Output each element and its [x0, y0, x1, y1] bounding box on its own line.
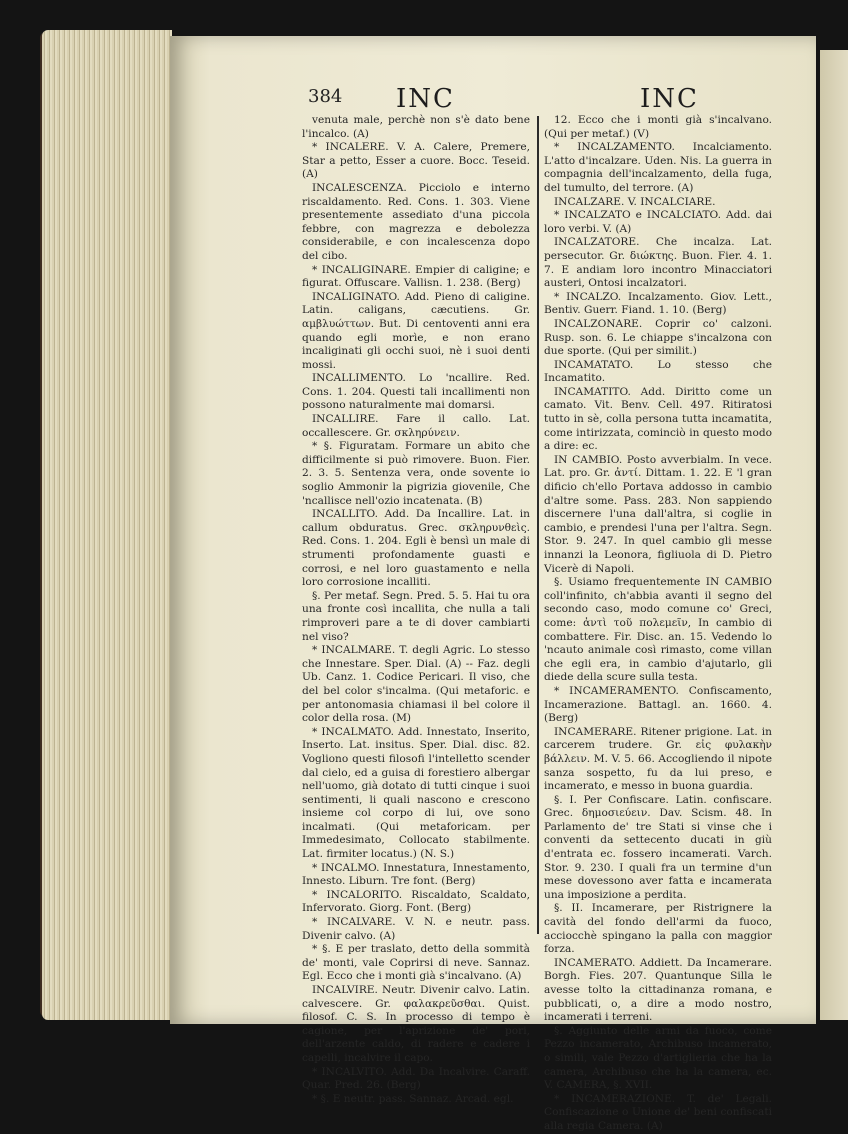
dictionary-entry: * INCALMATO. Add. Innestato, Inserito, Inserto. Lat. insitus. Sper. Dial. disc. 82. Vogliono questi filosofi l'intelletto scender dal cielo, ed a guisa di forestiero albergar nell'uomo, già dotato di tutti cinque i suoi sentimenti, li quali nascono e crescono insieme col corpo di lui, ove sono incalmati. (Qui metaforicam. per Immedesimato, Collocato stabilmente. Lat. firmiter locatus.) (N. S.) [302, 725, 530, 861]
dictionary-entry: INCALZATORE. Che incalza. Lat. persecutor. Gr. διώκτης. Buon. Fier. 4. 1. 7. E andiam loro incontro Minacciatori austeri, Ontosi incalzatori. [544, 236, 772, 290]
left-column [302, 114, 530, 1106]
dictionary-entry: INCALIGINATO. Add. Pieno di caligine. Latin. caligans, cæcutiens. Gr. αμβλυώττων. But. Di centoventi anni era quando egli morìe, e non erano incaliginati gli occhi suoi, nè i suoi denti mossi. [302, 290, 530, 371]
dictionary-entry: INCALZARE. V. INCALCIARE. [554, 195, 716, 208]
dictionary-entry: INCAMATITO. Add. Diritto come un camato. Vit. Benv. Cell. 497. Ritiratosi tutto in sè, colla persona tutta incamatita, come intirizzata, cominciò in questo modo a dire: ec. [544, 385, 772, 453]
dictionary-entry: * INCALVARE. V. N. e neutr. pass. Divenir calvo. (A) [302, 916, 530, 942]
dictionary-entry: INCALLIMENTO. Lo 'ncallire. Red. Cons. 1. 204. Questi tali incallimenti non possono naturalmente mai domarsi. [302, 372, 530, 412]
book-page-edges [42, 30, 172, 1020]
dictionary-entry: INCALVIRE. Neutr. Divenir calvo. Latin. calvescere. Gr. φαλακρεῦσθαι. Quist. filosof. C. S. In processo di tempo è cagione, per l'aprizione de' pori, dell'arzente caldo, di radere e cadere i capelli, incalvire il capo. [302, 984, 530, 1064]
page-number: 384 [308, 86, 343, 107]
right-column [544, 114, 772, 1134]
dictionary-entry: §. Usiamo frequentemente IN CAMBIO coll'infinito, ch'abbia avanti il segno del secondo caso, modo comune co' Greci, come: ἀντὶ τοῦ πολεμεῖν, In cambio di combattere. Fir. Disc. an. 15. Vedendo lo 'ncauto animale così rimasto, come villan che egli era, in cambio d'ajutarlo, gli diede della scure sulla testa. [544, 576, 772, 684]
dictionary-entry: * §. E per traslato, detto della sommità de' monti, vale Coprirsi di neve. Sannaz. Egl. Ecco che i monti già s'incalvano. (A) [302, 943, 530, 983]
dictionary-entry: venuta male, perchè non s'è dato bene l'incalco. (A) [302, 114, 530, 140]
running-head-left: INC [396, 84, 455, 114]
dictionary-entry: * INCALZAMENTO. Incalciamento. L'atto d'incalzare. Uden. Nis. La guerra in compagnia dell'incalzamento, della fuga, del tumulto, del terrore. (A) [544, 141, 772, 194]
dictionary-entry: * INCALORITO. Riscaldato, Scaldato, Infervorato. Giorg. Font. (Berg) [302, 888, 530, 915]
dictionary-entry: §. Per metaf. Segn. Pred. 5. 5. Hai tu ora una fronte così incallita, che nulla a tali rimproveri pare a te di dover cambiarti nel viso? [302, 589, 530, 643]
dictionary-entry: 12. Ecco che i monti già s'incalvano. (Qui per metaf.) (V) [544, 114, 772, 140]
page-header [302, 52, 802, 92]
dictionary-entry: * §. Figuratam. Formare un abito che difficilmente si può rimovere. Buon. Fier. 2. 3. 5. Sentenza vera, onde sovente io soglio Ammonir la pigrizia giovenile, Che 'ncallisce nell'ozio incatenata. (B) [302, 440, 530, 507]
dictionary-entry: §. II. Incamerare, per Ristrignere la cavità del fondo dell'armi da fuoco, acciocchè spingano la palla con maggior forza. [544, 902, 772, 956]
dictionary-entry: INCALLIRE. Fare il callo. Lat. occallescere. Gr. σκληρύνειν. [302, 413, 530, 439]
dictionary-entry: * INCAMERAZIONE. T. de' Legali. Confiscazione o Unione de' beni confiscati alla regia Camera. (A) [544, 1092, 772, 1132]
dictionary-entry: * INCAMERAMENTO. Confiscamento, Incamerazione. Battagl. an. 1660. 4. (Berg) [544, 684, 772, 725]
running-head-right: INC [640, 84, 699, 114]
dictionary-entry: * INCALMARE. T. degli Agric. Lo stesso che Innestare. Sper. Dial. (A) -- Faz. degli Ub. Canz. 1. Codice Pericari. Il viso, che del bel color s'incalma. (Qui metaforic. e per antonomasia chiamasi il bel colore il color della rosa. (M) [302, 644, 530, 725]
dictionary-entry: * INCALERE. V. A. Calere, Premere, Star a petto, Esser a cuore. Bocc. Teseid. (A) [302, 141, 530, 181]
dictionary-entry: * INCALZO. Incalzamento. Giov. Lett., Bentiv. Guerr. Fiand. 1. 10. (Berg) [544, 290, 772, 317]
dictionary-entry: INCALLITO. Add. Da Incallire. Lat. in callum obduratus. Grec. σκληρυνθεὶς. Red. Cons. 1. 204. Egli è bensì un male di strumenti profondamente guasti e corrosi, e nel loro guastamento e nella loro corrosione incalliti. [302, 508, 530, 589]
dictionary-entry: §. Aggiunto delle armi da fuoco, come Pezzo incamerato, Archibuso incamerato, o simili, vale Pezzo d'artiglieria che ha la camera, Archibuso che ha la camera, ec. V. CAMERA, §. XVII. [544, 1024, 772, 1092]
dictionary-entry: * §. E neutr. pass. Sannaz. Arcad. egl. [312, 1092, 514, 1105]
facing-page-edge [820, 50, 848, 1020]
column-rule [537, 116, 539, 934]
dictionary-entry: * INCALMO. Innestatura, Innestamento, Innesto. Liburn. Tre font. (Berg) [302, 861, 530, 888]
dictionary-entry: INCALZONARE. Coprir co' calzoni. Rusp. son. 6. Le chiappe s'incalzona con due sporte. (Qui per similit.) [544, 317, 772, 358]
dictionary-entry: * INCALVITO. Add. Da Incalvire. Caraff. Quar. Pred. 26. (Berg) [302, 1065, 530, 1092]
dictionary-entry: INCALESCENZA. Picciolo e interno riscaldamento. Red. Cons. 1. 303. Viene presentemente assediato d'una piccola febbre, con magrezza e debolezza considerabile, e con incalescenza dopo del cibo. [302, 181, 530, 262]
dictionary-entry: INCAMERATO. Addiett. Da Incamerare. Borgh. Fies. 207. Quantunque Silla le avesse tolto la cittadinanza romana, e pubblicati, o, a dire a modo nostro, incamerati i terreni. [544, 956, 772, 1024]
dictionary-entry: * INCALZATO e INCALCIATO. Add. dai loro verbi. V. (A) [544, 209, 772, 235]
dictionary-entry: §. I. Per Confiscare. Latin. confiscare. Grec. δημοσιεύειν. Dav. Scism. 48. In Parlamento de' tre Stati si vinse che i conventi da settecento ducati in giù d'entrata ec. fossero incamerati. Varch. Stor. 9. 230. I quali fra un termine d'un mese dovessono aver fatta e incamerata una imposizione a perdita. [544, 793, 772, 901]
dictionary-entry: * INCALIGINARE. Empier di caligine; e figurat. Offuscare. Vallisn. 1. 238. (Berg) [302, 263, 530, 290]
dictionary-entry: IN CAMBIO. Posto avverbialm. In vece. Lat. pro. Gr. ἀντί. Dittam. 1. 22. E 'l gran dificio ch'ello Portava addosso in cambio d'altre some. Pass. 283. Non sappiendo discernere l'una dall'altra, si coglie in cambio, e prendesi l'una per l'altra. Segn. Stor. 9. 247. In quel cambio gli messe innanzi la Leonora, figliuola di D. Pietro Vicerè di Napoli. [544, 453, 772, 575]
dictionary-entry: INCAMERARE. Ritener prigione. Lat. in carcerem trudere. Gr. εἰς φυλακὴν βάλλειν. M. V. 5. 66. Accogliendo il nipote sanza sospetto, fu da lui preso, e incamerato, e messo in buona guardia. [544, 725, 772, 793]
dictionary-entry: INCAMATATO. Lo stesso che Incamatito. [544, 358, 772, 385]
